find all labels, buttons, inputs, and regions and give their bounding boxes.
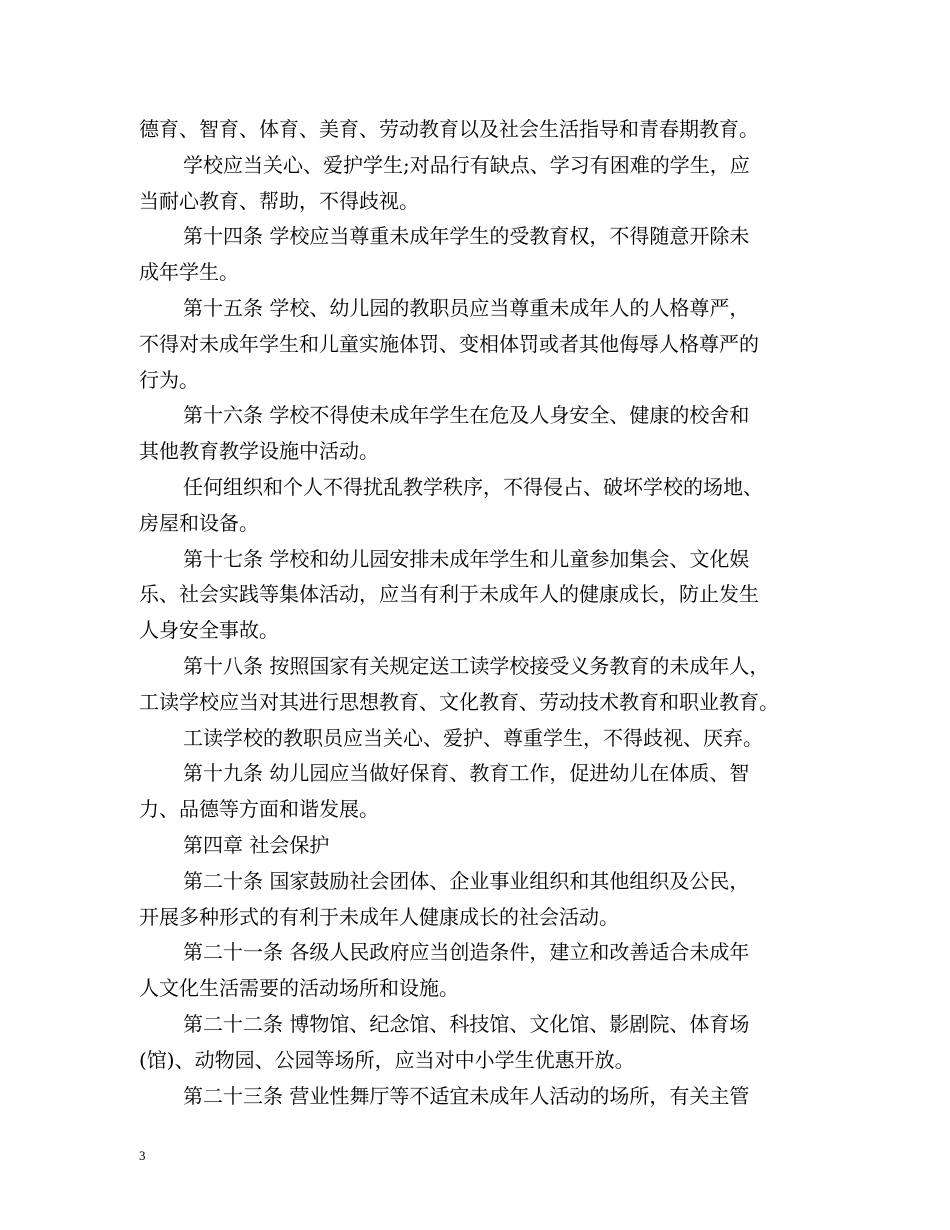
text-line: 第十六条 学校不得使未成年学生在危及人身安全、健康的校舍和	[183, 403, 750, 428]
text-line: 开展多种形式的有利于未成年人健康成长的社会活动。	[139, 904, 619, 929]
text-line: 第十七条 学校和幼儿园安排未成年学生和儿童参加集会、文化娱	[183, 546, 750, 571]
text-line: 不得对未成年学生和儿童实施体罚、变相体罚或者其他侮辱人格尊严的	[139, 331, 759, 356]
text-line: 力、品德等方面和谐发展。	[139, 797, 379, 822]
text-line: 第四章 社会保护	[183, 832, 330, 857]
text-line: 第十五条 学校、幼儿园的教职员应当尊重未成年人的人格尊严，	[183, 295, 750, 320]
text-line: 学校应当关心、爱护学生;对品行有缺点、学习有困难的学生，应	[183, 152, 750, 177]
text-line: 人文化生活需要的活动场所和设施。	[139, 976, 459, 1001]
text-line: 第十九条 幼儿园应当做好保育、教育工作，促进幼儿在体质、智	[183, 761, 750, 786]
text-line: 当耐心教育、帮助，不得歧视。	[139, 188, 419, 213]
text-line: 成年学生。	[139, 260, 239, 285]
text-line: 第二十二条 博物馆、纪念馆、科技馆、文化馆、影剧院、体育场	[183, 1011, 750, 1036]
page-number: 3	[139, 1148, 146, 1163]
text-line: 行为。	[139, 367, 199, 392]
text-line: 第十八条 按照国家有关规定送工读学校接受义务教育的未成年人，	[183, 653, 770, 678]
text-line: 第二十三条 营业性舞厅等不适宜未成年人活动的场所，有关主管	[183, 1083, 750, 1108]
text-line: 工读学校应当对其进行思想教育、文化教育、劳动技术教育和职业教育。	[139, 689, 779, 714]
body-text	[139, 112, 829, 1114]
text-line: 乐、社会实践等集体活动，应当有利于未成年人的健康成长，防止发生	[139, 582, 759, 607]
text-line: 人身安全事故。	[139, 618, 279, 643]
text-line: 第十四条 学校应当尊重未成年学生的受教育权，不得随意开除未	[183, 224, 750, 249]
text-line: (馆)、动物园、公园等场所，应当对中小学生优惠开放。	[139, 1047, 635, 1072]
text-line: 工读学校的教职员应当关心、爱护、尊重学生，不得歧视、厌弃。	[183, 725, 763, 750]
text-line: 第二十条 国家鼓励社会团体、企业事业组织和其他组织及公民，	[183, 868, 750, 893]
text-line: 任何组织和个人不得扰乱教学秩序，不得侵占、破坏学校的场地、	[183, 474, 763, 499]
text-line: 第二十一条 各级人民政府应当创造条件，建立和改善适合未成年	[183, 940, 750, 965]
text-line: 房屋和设备。	[139, 510, 259, 535]
text-line: 其他教育教学设施中活动。	[139, 439, 379, 464]
text-line: 德育、智育、体育、美育、劳动教育以及社会生活指导和青春期教育。	[139, 117, 759, 141]
